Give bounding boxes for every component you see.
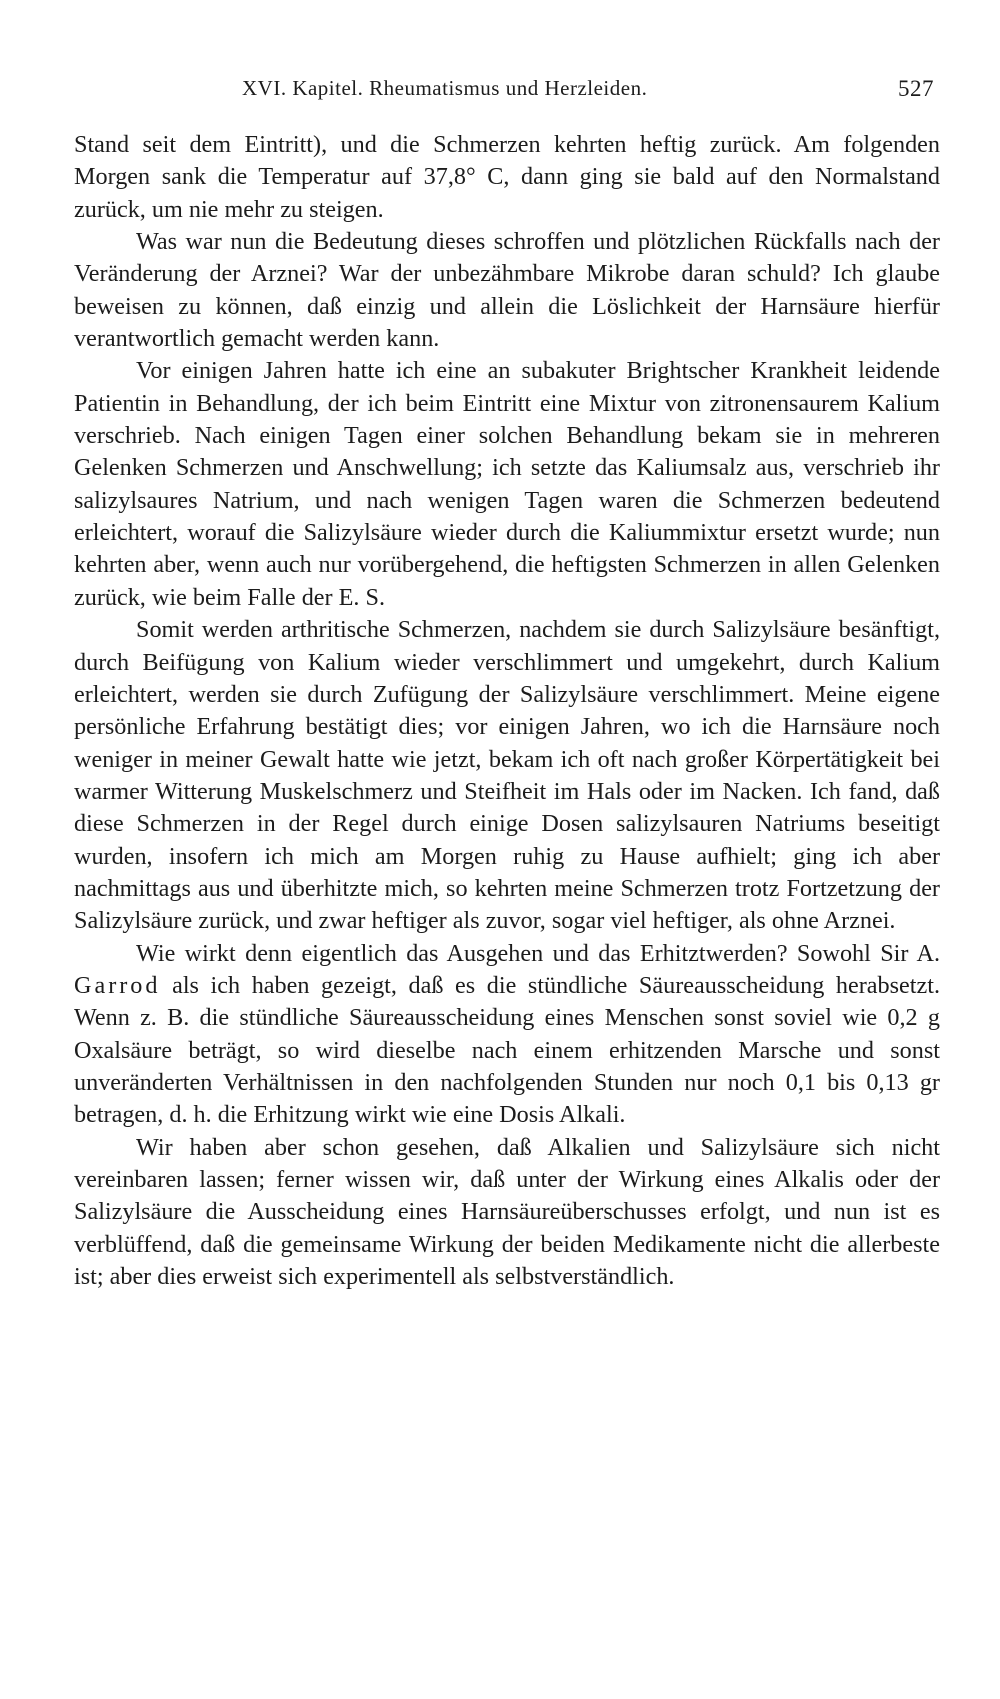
paragraph: Was war nun die Bedeutung dieses schroffen und plötzlichen Rückfalls nach der Veränderung der Arznei? War der unbezähmbare Mikrobe daran schuld? Ich glaube beweisen zu können, daß einzig und allein die Löslichkeit der Harnsäure hierfür verantwortlich gemacht werden kann. <box>74 228 940 353</box>
paragraph-text: Wie wirkt denn eigentlich das Ausgehen und das Erhitztwerden? Sowohl Sir A. <box>136 939 940 967</box>
page-number: 527 <box>898 76 934 101</box>
paragraph: Somit werden arthritische Schmerzen, nachdem sie durch Salizylsäure besänftigt, durch Beifügung von Kalium wieder verschlimmert und umgekehrt, durch Kalium erleichtert, werden sie durch Zufügung der Salizylsäure verschlimmert. Meine eigene persönliche Erfahrung bestätigt dies; vor einigen Jahren, wo ich die Harnsäure noch weniger in meiner Gewalt hatte wie jetzt, bekam ich oft nach großer Körpertätigkeit bei warmer Witterung Muskelschmerz und Steifheit im Hals oder im Nacken. Ich fand, daß diese Schmerzen in der Regel durch einige Dosen salizylsauren Natriums beseitigt wurden, insofern ich mich am Morgen ruhig zu Hause aufhielt; ging ich aber nachmittags aus und überhitzte mich, so kehrten meine Schmerzen trotz Fortzetzung der Salizylsäure zurück, und zwar heftiger als zuvor, sogar viel heftiger, als ohne Arznei. <box>74 616 940 935</box>
paragraph: Wir haben aber schon gesehen, daß Alkalien und Salizylsäure sich nicht vereinbaren lassen; ferner wissen wir, daß unter der Wirkung eines Alkalis oder der Salizylsäure die Ausscheidung eines Harnsäureüberschusses erfolgt, und nun ist es verblüffend, daß die gemeinsame Wirkung der beiden Medikamente nicht die allerbeste ist; aber dies erweist sich experimentell als selbstverständlich. <box>74 1133 940 1291</box>
body-text <box>74 129 940 1293</box>
chapter-title: XVI. Kapitel. Rheumatismus und Herzleiden. <box>242 76 648 100</box>
paragraph-garrod <box>74 938 940 1132</box>
paragraph-continuation: Stand seit dem Eintritt), und die Schmerzen kehrten heftig zurück. Am folgenden Morgen sank die Temperatur auf 37,8° C, dann ging sie bald auf den Normalstand zurück, um nie mehr zu steigen. <box>74 131 940 223</box>
paragraph-text: als ich haben gezeigt, daß es die stündliche Säureausscheidung herabsetzt. Wenn z. B. die stündliche Säureausscheidung eines Menschen sonst soviel wie 0,2 g Oxalsäure beträgt, so wird dieselbe nach einem erhitzenden Marsche und sonst unveränderten Verhältnissen in den nachfolgenden Stunden nur noch 0,1 bis 0,13 gr betragen, d. h. die Erhitzung wirkt wie eine Dosis Alkali. <box>74 971 940 1129</box>
author-name: Garrod <box>74 971 161 999</box>
running-header <box>74 70 940 110</box>
paragraph: Vor einigen Jahren hatte ich eine an subakuter Brightscher Krankheit leidende Patientin in Behandlung, der ich beim Eintritt eine Mixtur von zitronensaurem Kalium verschrieb. Nach einigen Tagen einer solchen Behandlung bekam sie in mehreren Gelenken Schmerzen und Anschwellung; ich setzte das Kaliumsalz aus, verschrieb ihr salizylsaures Natrium, und nach wenigen Tagen waren die Schmerzen bedeutend erleichtert, worauf die Salizylsäure wieder durch die Kaliummixtur ersetzt wurde; nun kehrten aber, wenn auch nur vorübergehend, die heftigsten Schmerzen in allen Gelenken zurück, wie beim Falle der E. S. <box>74 357 940 611</box>
